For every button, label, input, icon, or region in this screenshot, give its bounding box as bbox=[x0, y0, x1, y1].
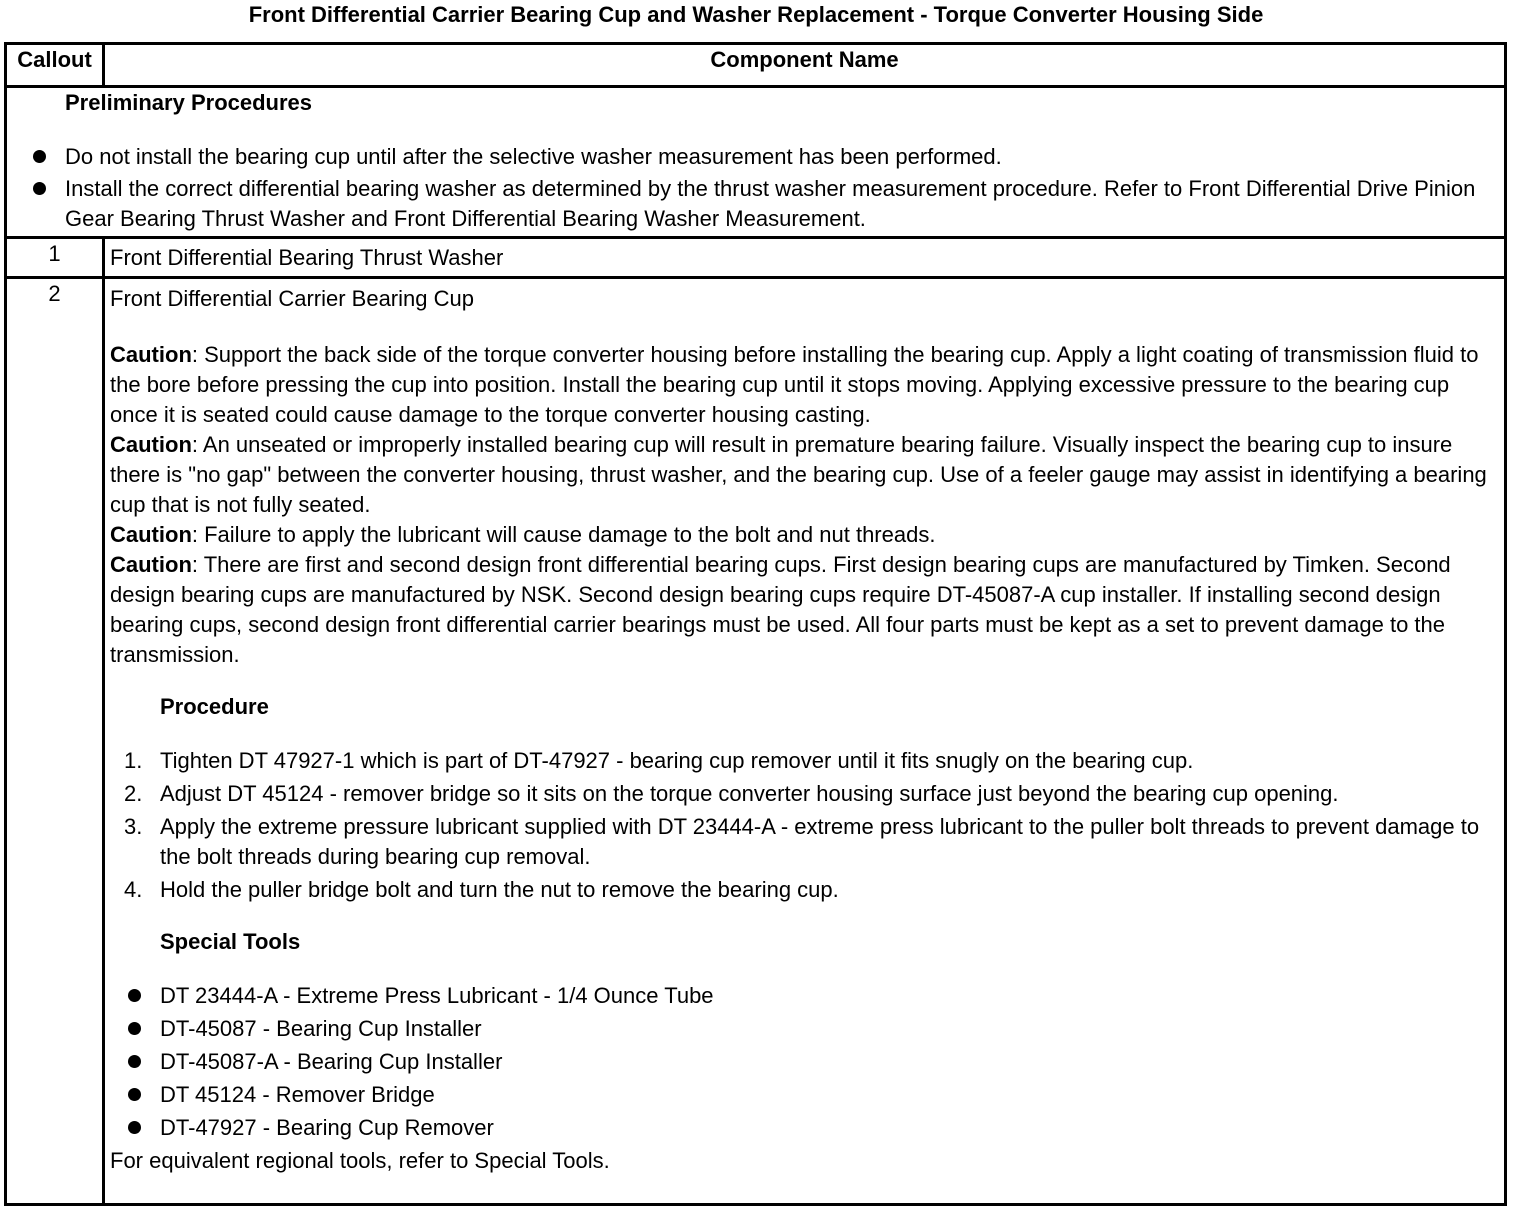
caution-label: Caution bbox=[110, 432, 192, 457]
caution-text: : Failure to apply the lubricant will cause damage to the bolt and nut threads. bbox=[191, 522, 936, 547]
callout-number: 2 bbox=[6, 278, 104, 1205]
preliminary-row bbox=[6, 87, 1506, 238]
list-item bbox=[110, 746, 1498, 776]
bullet-icon bbox=[33, 150, 46, 163]
bullet-icon bbox=[128, 1055, 141, 1068]
component-cell bbox=[104, 238, 1506, 278]
caution-label: Caution bbox=[110, 552, 192, 577]
caution-label: Caution bbox=[110, 522, 192, 547]
preliminary-procedures bbox=[6, 87, 1506, 238]
component-name: Front Differential Carrier Bearing Cup bbox=[110, 286, 474, 311]
caution-text: : There are first and second design front differential bearing cups. First design bearing cups are manufactured by Timken. Second design bearing cups are manufactured by NSK. Second design bearing cups require DT-45087-A cup installer. If installing second design bearing cups, second design front differential carrier bearings must be used. All four parts must be kept as a set to prevent damage to the transmission. bbox=[110, 552, 1451, 667]
step-text: Tighten DT 47927-1 which is part of DT-47927 - bearing cup remover until it fits snugly on the bearing cup. bbox=[160, 748, 1194, 773]
tool-text: DT-45087 - Bearing Cup Installer bbox=[160, 1016, 482, 1041]
preliminary-list bbox=[7, 142, 1504, 234]
special-tools-heading: Special Tools bbox=[160, 929, 301, 954]
caution-label: Caution bbox=[110, 342, 192, 367]
tool-text: DT-45087-A - Bearing Cup Installer bbox=[160, 1049, 503, 1074]
caution-text: : Support the back side of the torque converter housing before installing the bearing cup. Apply a light coating of transmission fluid to the bore before pressing the cup into position. Install the bearing cup until it stops moving. Applying excessive pressure to the bearing cup once it is seated could cause damage to the torque converter housing casting. bbox=[110, 342, 1479, 427]
bullet-icon bbox=[128, 1022, 141, 1035]
tool-text: DT 45124 - Remover Bridge bbox=[160, 1082, 435, 1107]
step-number: 2. bbox=[124, 781, 143, 806]
list-item bbox=[110, 875, 1498, 905]
list-item bbox=[110, 1113, 1498, 1143]
procedure-heading: Procedure bbox=[160, 694, 269, 719]
tool-text: DT-47927 - Bearing Cup Remover bbox=[160, 1115, 494, 1140]
list-item bbox=[110, 1080, 1498, 1110]
bullet-icon bbox=[128, 989, 141, 1002]
table-row bbox=[6, 238, 1506, 278]
caution-paragraph bbox=[110, 550, 1498, 670]
list-item bbox=[110, 981, 1498, 1011]
callout-number: 1 bbox=[6, 238, 104, 278]
special-tools-list bbox=[110, 981, 1498, 1143]
preliminary-item-text: Install the correct differential bearing washer as determined by the thrust washer measurement procedure. Refer to Front Differential Drive Pinion Gear Bearing Thrust Washer and Front Differential Bearing Washer Measurement. bbox=[65, 176, 1476, 231]
bullet-icon bbox=[33, 182, 46, 195]
list-item bbox=[7, 174, 1504, 234]
header-component-name: Component Name bbox=[104, 44, 1506, 87]
component-cell bbox=[104, 278, 1506, 1205]
list-item bbox=[110, 1014, 1498, 1044]
tool-text: DT 23444-A - Extreme Press Lubricant - 1/4 Ounce Tube bbox=[160, 983, 714, 1008]
step-text: Hold the puller bridge bolt and turn the nut to remove the bearing cup. bbox=[160, 877, 839, 902]
caution-paragraph bbox=[110, 430, 1498, 520]
component-name: Front Differential Bearing Thrust Washer bbox=[110, 245, 504, 270]
step-text: Adjust DT 45124 - remover bridge so it sits on the torque converter housing surface just beyond the bearing cup opening. bbox=[160, 781, 1339, 806]
caution-text: : An unseated or improperly installed bearing cup will result in premature bearing failure. Visually inspect the bearing cup to insure there is "no gap" between the converter housing, thrust washer, and the bearing cup. Use of a feeler gauge may assist in identifying a bearing cup that is not fully seated. bbox=[110, 432, 1487, 517]
bullet-icon bbox=[128, 1121, 141, 1134]
bullet-icon bbox=[128, 1088, 141, 1101]
caution-paragraph bbox=[110, 340, 1498, 430]
document-title: Front Differential Carrier Bearing Cup and Washer Replacement - Torque Converter Housing Side bbox=[248, 2, 1264, 27]
step-text: Apply the extreme pressure lubricant supplied with DT 23444-A - extreme press lubricant to the puller bolt threads to prevent damage to the bolt threads during bearing cup removal. bbox=[160, 814, 1480, 869]
list-item bbox=[110, 812, 1498, 872]
component-table bbox=[4, 42, 1507, 1206]
caution-paragraph bbox=[110, 520, 1498, 550]
step-number: 3. bbox=[124, 814, 143, 839]
list-item bbox=[110, 1047, 1498, 1077]
step-number: 1. bbox=[124, 748, 143, 773]
table-header-row bbox=[6, 44, 1506, 87]
preliminary-heading: Preliminary Procedures bbox=[65, 90, 313, 115]
footer-note: For equivalent regional tools, refer to Special Tools. bbox=[110, 1148, 610, 1173]
table-row bbox=[6, 278, 1506, 1205]
list-item bbox=[7, 142, 1504, 172]
procedure-list bbox=[110, 746, 1498, 905]
step-number: 4. bbox=[124, 877, 143, 902]
list-item bbox=[110, 779, 1498, 809]
preliminary-item-text: Do not install the bearing cup until after the selective washer measurement has been performed. bbox=[65, 144, 1002, 169]
header-callout: Callout bbox=[6, 44, 104, 87]
